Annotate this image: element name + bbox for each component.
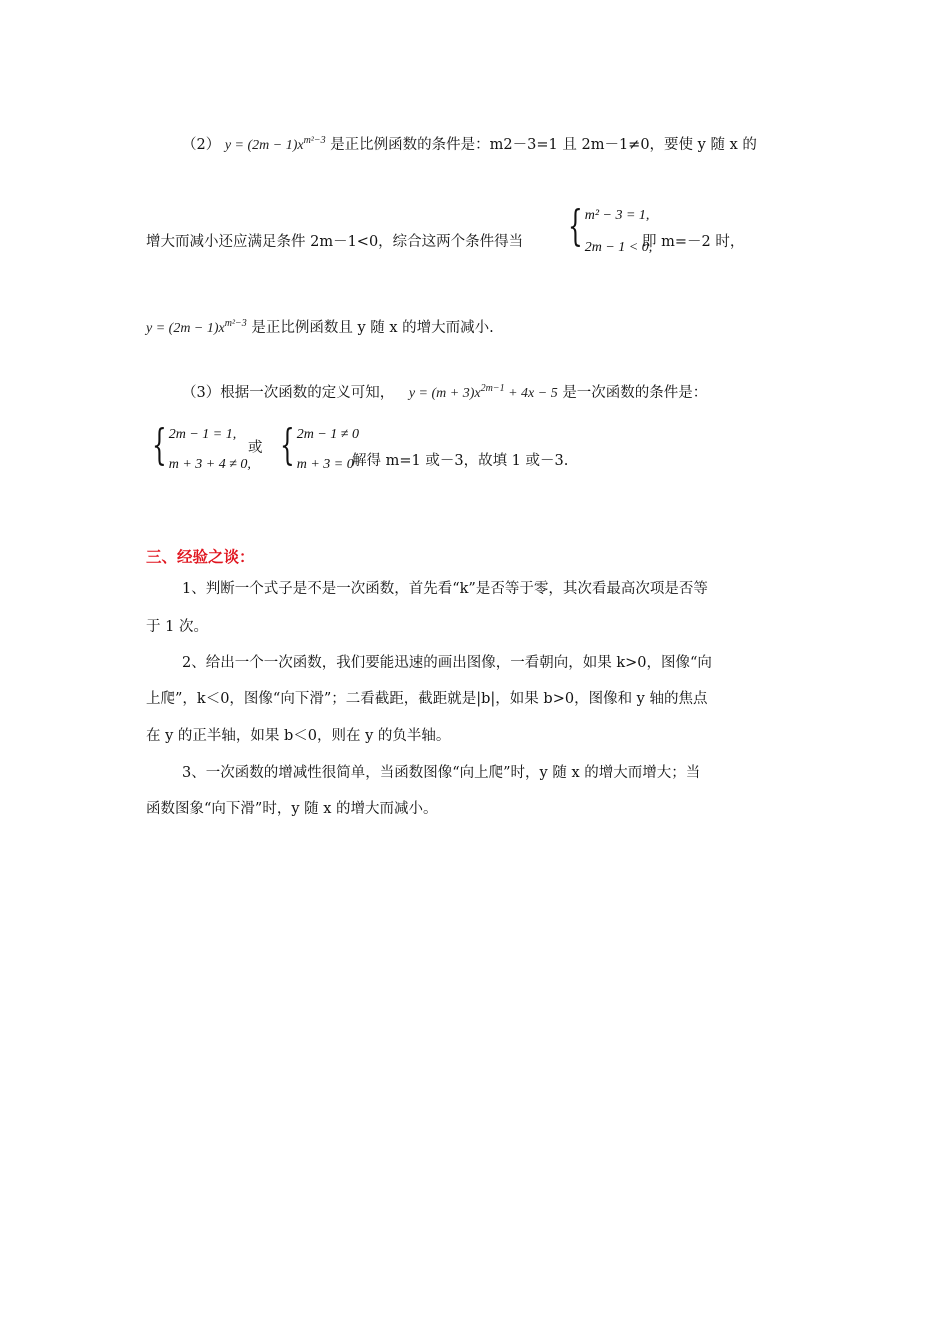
section-heading: 三、经验之谈：	[146, 548, 255, 566]
item-3-line-2: 函数图象“向下滑”时，y 随 x 的增大而减小。	[146, 801, 438, 817]
or-word	[248, 438, 263, 458]
formula-exponent: 2m−1	[480, 383, 505, 394]
para-text: 是正比例函数且 y 随 x 的增大而减小.	[251, 320, 494, 336]
para-2-line-2-text	[146, 232, 523, 252]
formula-exponent: m²−3	[224, 318, 247, 329]
equation-system-3	[268, 420, 359, 475]
system-line: 2m − 1 ≠ 0	[296, 427, 359, 442]
brace-symbol: {	[152, 420, 167, 469]
formula-exponent: m²−3	[303, 135, 326, 146]
formula-base: y = (2m − 1)x	[146, 321, 225, 336]
system-line: m + 3 + 4 ≠ 0,	[168, 457, 251, 472]
item-number: （2）	[182, 137, 221, 153]
equation-system-1	[556, 201, 653, 258]
system-line: 2m − 1 < 0,	[584, 240, 653, 255]
formula-base: y = (2m − 1)x	[224, 138, 304, 153]
para-3-line-1	[182, 379, 707, 404]
system-lines	[169, 425, 251, 475]
para-text: （3）根据一次函数的定义可知，	[182, 385, 395, 401]
item-2-line-3: 在 y 的正半轴，如果 b＜0，则在 y 的负半轴。	[146, 728, 451, 744]
formula	[224, 135, 326, 153]
para-3-line-2	[352, 451, 568, 471]
item-3-line-1: 3、一次函数的增减性很简单，当函数图像“向上爬”时，y 随 x 的增大而增大；当	[182, 765, 701, 781]
formula	[146, 318, 247, 336]
formula-tail: + 4x − 5	[504, 386, 558, 401]
para-2-line-3	[146, 314, 494, 339]
item-1-line-2: 于 1 次。	[146, 619, 208, 635]
equation-system-2	[140, 420, 251, 475]
formula	[408, 383, 558, 401]
item-2-line-1: 2、给出一个一次函数，我们要能迅速的画出图像，一看朝向，如果 k>0，图像“向	[182, 655, 712, 671]
system-line: m + 3 = 0	[296, 457, 354, 472]
item-2-line-2: 上爬”，k＜0，图像“向下滑”；二看截距，截距就是|b|，如果 b>0，图像和 y 轴的焦点	[146, 691, 708, 707]
system-lines	[297, 425, 359, 475]
or-text: 或	[248, 440, 263, 456]
system-line: m² − 3 = 1,	[584, 208, 650, 223]
para-2-line-1	[182, 131, 757, 156]
para-text: 解得 m=1 或－3，故填 1 或－3.	[352, 453, 569, 469]
para-text: 即 m=－2 时，	[642, 234, 745, 250]
para-text: 是一次函数的条件是：	[562, 385, 708, 401]
item-1-line-1: 1、判断一个式子是不是一次函数，首先看“k”是否等于零，其次看最高次项是否等	[182, 581, 708, 597]
para-text: 增大而减小还应满足条件 2m－1<0，综合这两个条件得当	[146, 234, 524, 250]
formula-base: y = (m + 3)x	[408, 386, 481, 401]
para-2-line-2-tail	[642, 232, 744, 252]
system-line: 2m − 1 = 1,	[168, 427, 237, 442]
brace-symbol: {	[568, 201, 583, 250]
brace-symbol: {	[280, 420, 295, 469]
para-text: 是正比例函数的条件是：m2－3=1 且 2m－1≠0，要使 y 随 x 的	[330, 137, 757, 153]
